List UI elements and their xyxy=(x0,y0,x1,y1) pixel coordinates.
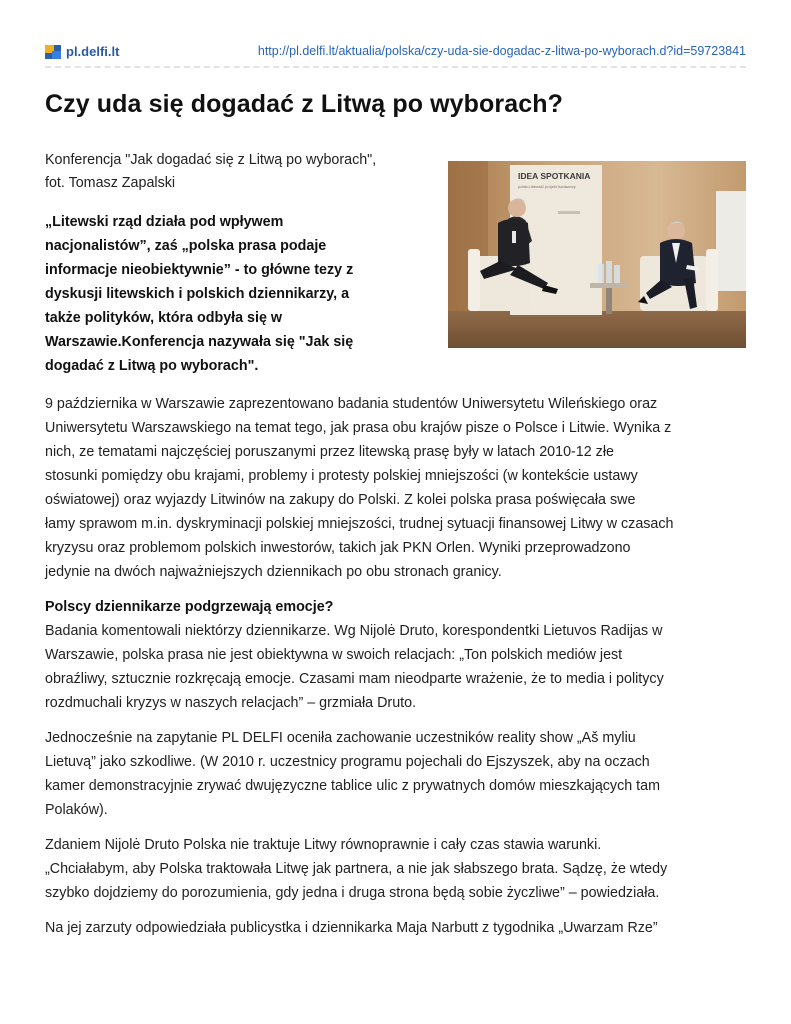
paragraph-line: szybko dojdziemy do porozumienia, gdy jedna i druga strona będą sobie życzliwe” – powiedziała. xyxy=(45,885,660,901)
paragraph-line: oświatowej) oraz wyjazdy Litwinów na zakupy do Polski. Z kolei polska prasa poświęcała swe xyxy=(45,492,636,508)
photo-caption xyxy=(45,149,425,195)
paragraph-line: nich, ze tematami najczęściej poruszanymi przez litewską prasę były w latach 2010-12 złe xyxy=(45,444,614,460)
lead-line: dogadać z Litwą po wyborach". xyxy=(45,358,259,374)
paragraph-line: „Chciałabym, aby Polska traktowała Litwę jak partnera, a nie jak słabszego brata. Sądzę, że wtedy xyxy=(45,861,668,877)
paragraph xyxy=(45,833,750,905)
paragraph-line: Lietuvą” jako szkodliwe. (W 2010 r. uczestnicy programu pojechali do Ejszyszek, aby na oczach xyxy=(45,754,650,770)
lead-line: nacjonalistów”, zaś „polska prasa podaje xyxy=(45,238,327,254)
page-header xyxy=(45,40,746,68)
paragraph-line: Jednocześnie na zapytanie PL DELFI oceniła zachowanie uczestników reality show „Aš myliu xyxy=(45,730,636,746)
source-url-link[interactable]: http://pl.delfi.lt/aktualia/polska/czy-uda-sie-dogadac-z-litwa-po-wyborach.d?id=59723841 xyxy=(257,44,746,58)
paragraph xyxy=(45,726,750,822)
paragraph-line: stosunki pomiędzy obu krajami, problemy i protesty polskiej mniejszości (w kontekście ustawy xyxy=(45,468,638,484)
lead-line: informacje nieobiektywnie” - to główne tezy z xyxy=(45,262,354,278)
paragraph-line: obraźliwy, sztucznie rozkręcają emocje. Czasami mam nieodparte wrażenie, że to media i politycy xyxy=(45,671,664,687)
paragraph-line: kryzysu oraz problemom polskich inwestorów, takich jak PKN Orlen. Wyniki przeprowadzono xyxy=(45,540,631,556)
conference-photo xyxy=(448,161,746,348)
paragraph-line: Badania komentowali niektórzy dziennikarze. Wg Nijolė Druto, korespondentki Lietuvos Radijas w xyxy=(45,623,663,639)
paragraph-line: kamer demonstracyjnie zrywać dwujęzyczne tablice ulic z prywatnych domów mieszkających tam xyxy=(45,778,660,794)
banner-subtitle: polsko-litewski projekt badawczy xyxy=(518,184,576,189)
paragraph-line: Na jej zarzuty odpowiedziała publicystka i dziennikarka Maja Narbutt z tygodnika „Uwarzam Rze” xyxy=(45,920,658,936)
site-name[interactable]: pl.delfi.lt xyxy=(66,44,120,59)
paragraph-line: Polaków). xyxy=(45,802,108,818)
paragraph-line: łamy sprawom m.in. dyskryminacji polskiej mniejszości, trudnej sytuacji finansowej Litwy w czasach xyxy=(45,516,674,532)
article-lead xyxy=(45,210,420,378)
caption-line: Konferencja "Jak dogadać się z Litwą po wyborach", xyxy=(45,152,377,168)
lead-line: Warszawie.Konferencja nazywała się "Jak się xyxy=(45,334,354,350)
paragraph-line: Warszawie, polska prasa nie jest obiektywna w swoich relacjach: „Ton polskich mediów jest xyxy=(45,647,623,663)
section-subheading: Polscy dziennikarze podgrzewają emocje? xyxy=(45,599,334,615)
caption-line: fot. Tomasz Zapalski xyxy=(45,175,176,191)
paragraph-line: Uniwersytetu Warszawskiego na temat tego, jak prasa obu krajów pisze o Polsce i Litwie. Wynika z xyxy=(45,420,672,436)
paragraph xyxy=(45,619,750,715)
delfi-logo-icon xyxy=(45,45,61,59)
banner-title: IDEA SPOTKANIA xyxy=(518,171,591,181)
paragraph-line: Zdaniem Nijolė Druto Polska nie traktuje Litwy równoprawnie i cały czas stawia warunki. xyxy=(45,837,602,853)
paragraph-line: 9 października w Warszawie zaprezentowano badania studentów Uniwersytetu Wileńskiego oraz xyxy=(45,396,658,412)
site-brand[interactable] xyxy=(45,44,119,59)
paragraph xyxy=(45,392,750,584)
article-body xyxy=(45,392,750,951)
article-title: Czy uda się dogadać z Litwą po wyborach? xyxy=(45,90,563,118)
lead-line: „Litewski rząd działa pod wpływem xyxy=(45,214,284,230)
lead-line: także polityków, która odbyła się w xyxy=(45,310,283,326)
paragraph-line: rozdmuchali kryzys w naszych relacjach” – grzmiała Druto. xyxy=(45,695,417,711)
paragraph-line: jedynie na dwóch najważniejszych dziennikach po obu stronach granicy. xyxy=(45,564,502,580)
paragraph xyxy=(45,916,750,940)
lead-line: dyskusji litewskich i polskich dziennikarzy, a xyxy=(45,286,350,302)
